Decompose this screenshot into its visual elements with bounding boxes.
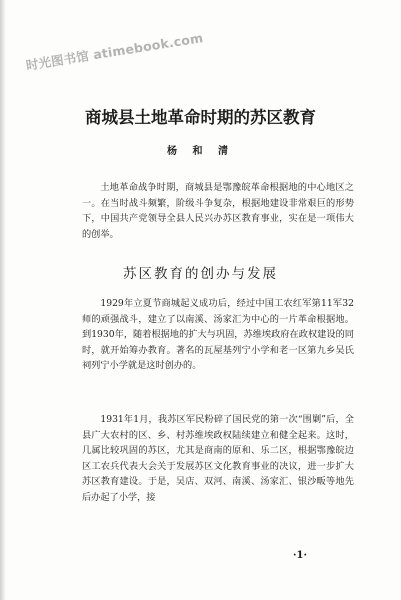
scan-edge bbox=[0, 0, 6, 600]
intro-paragraph: 土地革命战争时期，商城县是鄂豫皖革命根据地的中心地区之一。在当时战斗频繁，阶级斗争复杂，根据地建设非常艰巨的形势下，中国共产党领导全县人民兴办苏区教育事业，实在是一项伟大的创举。 bbox=[82, 182, 354, 240]
author-name: 杨 和 清 bbox=[167, 146, 234, 157]
article-title: 商城县土地革命时期的苏区教育 bbox=[85, 108, 316, 127]
section-heading: 苏区教育的创办与发展 bbox=[123, 266, 278, 282]
body-paragraph-1: 1929年立夏节商城起义成功后，经过中国工农红军第11军32师的顽强战斗，建立了以南溪、汤家汇为中心的一片革命根据地。到1930年，随着根据地的扩大与巩固，苏维埃政府在政权建设的同时，就开始筹办教育。著名的瓦屋基列宁小学和老一区第九乡吴氏祠列宁小学就是这时创办的。 bbox=[82, 298, 354, 371]
body-paragraph-2: 1931年1月，我苏区军民粉碎了国民党的第一次“围剿”后，全县广大农村的区、乡、村苏维埃政权陆续建立和健全起来。这时，几属比较巩固的苏区，尤其是商南的原和、乐二区，根据鄂豫皖边区工农兵代表大会关于发展苏区文化教育事业的决议，进一步扩大苏区教育建设。于是，吴店、双河、南溪、汤家汇、银沙畈等地先后办起了小学，接 bbox=[82, 414, 354, 503]
page-number: ·1· bbox=[293, 550, 307, 561]
watermark: 时光图书馆 atimebook.com bbox=[24, 30, 205, 73]
